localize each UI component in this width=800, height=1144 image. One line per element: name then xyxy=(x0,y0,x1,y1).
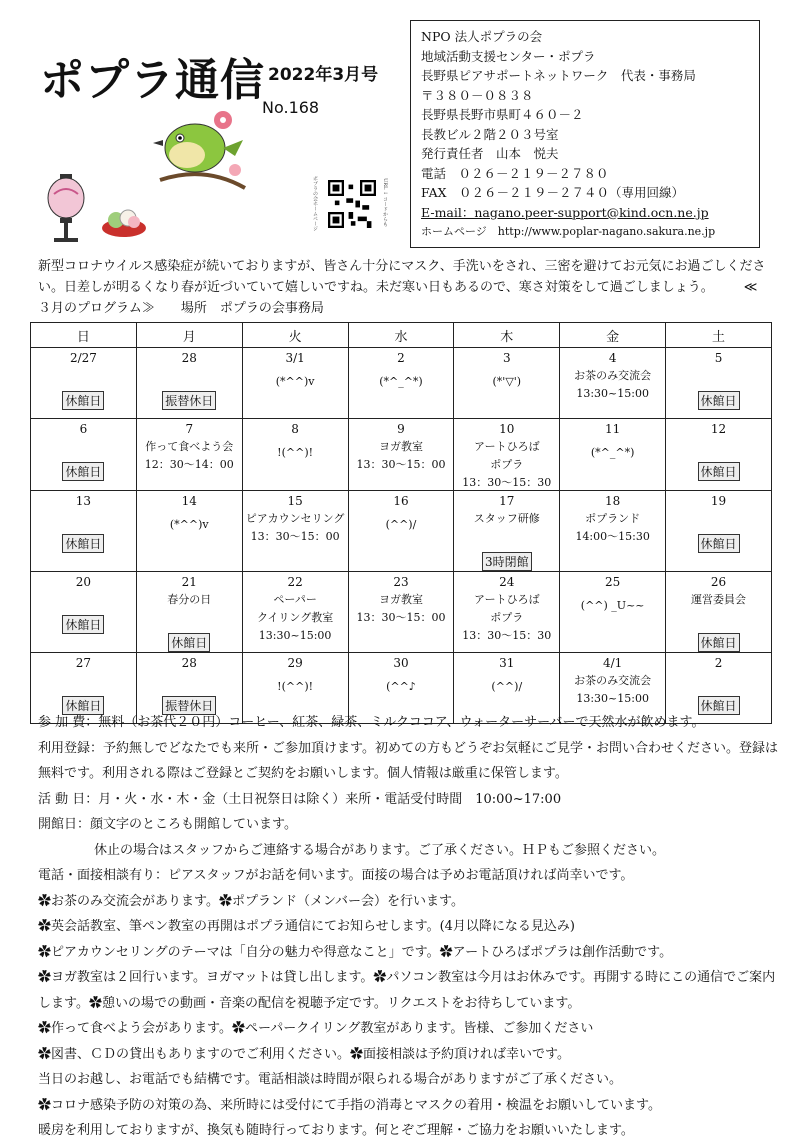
qr-caption-left: ポプラの会ホームページ xyxy=(312,176,318,231)
calendar-day-cell xyxy=(666,572,772,653)
note-english-class: ✿英会話教室、筆ペン教室の再開はポプラ通信にてお知らせします。(4月以降になる見込み) xyxy=(38,919,575,934)
calendar-day-cell xyxy=(136,348,242,419)
org-address: 長野県長野市県町４６０－２ xyxy=(421,107,584,122)
event-time: 14:00～15:30 xyxy=(575,530,650,543)
day-number: 30 xyxy=(393,656,409,670)
note-covid: ✿コロナ感染予防の対策の為、来所時には受付にて手指の消毒とマスクの着用・検温をお願いしています。 xyxy=(38,1097,661,1113)
emoticon: !(^^)! xyxy=(277,680,314,693)
day-number: 13 xyxy=(75,494,92,508)
calendar-day-cell xyxy=(454,491,560,572)
day-number: 31 xyxy=(499,656,515,670)
note-fee: 参 加 費：無料（お茶代２０円）コーヒー、紅茶、緑茶、ミルクココア、ウォーターサーバーで天然水が飲めます。 xyxy=(38,715,705,730)
bird-illustration xyxy=(145,110,250,195)
note-closure: 休止の場合はスタッフからご連絡する場合があります。ご了承ください。ＨＰもご参照ください。 xyxy=(94,842,665,858)
event-time: 13:30~15:00 xyxy=(258,629,332,642)
day-number: 2 xyxy=(397,351,405,365)
day-number: 5 xyxy=(714,351,723,365)
calendar-day-cell xyxy=(666,419,772,491)
event-label: スタッフ研修 xyxy=(473,512,540,525)
weekday-header: 月 xyxy=(136,323,242,348)
note-heating: 暖房を利用しておりますが、換気も随時行っております。何とぞご理解・ご協力をお願いいたします。 xyxy=(38,1123,634,1138)
issue-date: 2022年3月号 xyxy=(268,65,379,85)
calendar-day-cell xyxy=(242,491,348,572)
status-tag: 休館日 xyxy=(698,696,740,715)
org-building: 長教ビル２階２０３号室 xyxy=(421,126,559,142)
emoticon: (^^)/ xyxy=(385,518,417,531)
event-time: 13:30~15:00 xyxy=(576,692,649,705)
status-tag: 休館日 xyxy=(62,696,104,715)
calendar-weekday-header xyxy=(31,323,772,348)
calendar-day-cell xyxy=(454,348,560,419)
qr-caption-right: URL ↓ コードからも xyxy=(382,178,388,227)
org-fax: FAX ０２６－２１９－２７４０（専用回線） xyxy=(421,185,685,200)
day-number: 9 xyxy=(397,422,405,436)
day-number: 28 xyxy=(181,351,197,365)
emoticon: (*^_^*) xyxy=(590,446,635,459)
day-number: 2/27 xyxy=(69,351,97,365)
note-consultation: 電話・面接相談有り：ピアスタッフがお話を伺います。面接の場合は予めお電話頂ければ尚幸いです。 xyxy=(38,868,634,883)
status-tag: 休館日 xyxy=(698,633,740,652)
event-label-sub: ポプラ xyxy=(490,458,524,471)
status-tag: 休館日 xyxy=(62,615,104,634)
status-tag: 休館日 xyxy=(698,462,740,481)
org-network: 長野県ピアサポートネットワーク 代表・事務局 xyxy=(421,68,696,83)
event-label: ペーパー xyxy=(273,593,317,606)
calendar-day-cell xyxy=(454,572,560,653)
event-label: アートひろば xyxy=(473,440,540,453)
day-number: 7 xyxy=(185,422,194,436)
event-label: ヨガ教室 xyxy=(378,593,423,606)
event-label: 運営委員会 xyxy=(691,593,747,606)
day-number: 8 xyxy=(291,422,299,436)
calendar-day-cell xyxy=(348,491,454,572)
status-tag: 振替休日 xyxy=(162,391,216,410)
org-email-link[interactable]: E-mail：nagano.peer-support@kind.ocn.ne.jp xyxy=(421,204,709,220)
emoticon: (*'▽') xyxy=(492,375,522,388)
calendar-day-cell xyxy=(31,419,137,491)
day-number: 3 xyxy=(502,351,511,365)
status-tag: 休館日 xyxy=(168,633,210,652)
calendar-day-cell xyxy=(666,491,772,572)
weekday-header: 土 xyxy=(666,323,772,348)
day-number: 28 xyxy=(181,656,197,670)
emoticon: !(^^)! xyxy=(277,446,314,459)
qr-code xyxy=(328,180,376,228)
weekday-header: 日 xyxy=(31,323,137,348)
event-time: 13：30～15：00 xyxy=(356,458,446,471)
status-tag: 休館日 xyxy=(698,391,740,410)
day-number: 29 xyxy=(287,656,303,670)
calendar-day-cell xyxy=(242,348,348,419)
day-number: 16 xyxy=(393,494,409,508)
calendar-day-cell xyxy=(136,572,242,653)
day-number: 26 xyxy=(710,575,727,589)
note-library: ✿図書、ＣＤの貸出もありますのでご利用ください。✿面接相談は予約頂ければ幸いです。 xyxy=(38,1046,570,1062)
event-label: お茶のみ交流会 xyxy=(574,674,652,687)
event-time: 13:30~15:00 xyxy=(576,387,649,400)
organization-info-box xyxy=(410,20,760,248)
day-number: 20 xyxy=(75,575,92,589)
calendar-day-cell xyxy=(242,419,348,491)
org-phone: 電話 ０２６－２１９－２７８０ xyxy=(421,165,609,181)
event-label: ポプランド xyxy=(585,512,641,525)
weekday-header: 火 xyxy=(242,323,348,348)
note-activity-days: 活 動 日：月・火・水・木・金（土日祝祭日は除く）来所・電話受付時間 10:00~17:00 xyxy=(38,791,562,807)
event-label: 春分の日 xyxy=(167,593,212,606)
org-homepage-link[interactable]: ホームページ http://www.poplar-nagano.sakura.ne.jp xyxy=(421,225,716,238)
program-heading: ≪３月のプログラム≫ 場所 ポプラの会事務局 xyxy=(38,280,758,316)
event-label: お茶のみ交流会 xyxy=(574,369,652,382)
org-name: NPO 法人ポプラの会 xyxy=(421,29,543,44)
event-time: 13：30～15：30 xyxy=(462,476,552,489)
day-number: 12 xyxy=(710,422,727,436)
day-number: 11 xyxy=(605,422,621,436)
day-number: 24 xyxy=(499,575,515,589)
day-number: 27 xyxy=(75,656,92,670)
note-tea-party: ✿お茶のみ交流会があります。✿ポプランド（メンバー会）を行います。 xyxy=(38,893,465,909)
day-number: 10 xyxy=(499,422,515,436)
day-number: 15 xyxy=(287,494,303,508)
emoticon: (^^)/ xyxy=(491,680,523,693)
day-number: 21 xyxy=(181,575,197,589)
event-label: 作って食べよう会 xyxy=(145,440,234,453)
intro-section xyxy=(38,256,768,319)
calendar-day-cell xyxy=(31,491,137,572)
day-number: 2 xyxy=(714,656,723,670)
calendar-day-cell xyxy=(348,348,454,419)
calendar-day-cell xyxy=(560,419,666,491)
emoticon: (*^^)v xyxy=(275,375,315,388)
note-yoga: ✿ヨガ教室は２回行います。ヨガマットは貸し出します。✿パソコン教室は今月はお休みです。再開する時にこの通信でご案内します。✿憩いの場での動画・音楽の配信を視聴予定です。リクエストをお待ちしています。 xyxy=(38,970,776,1011)
note-cooking: ✿作って食べよう会があります。✿ペーパークイリング教室があります。皆様、ご参加ください xyxy=(38,1021,594,1036)
status-tag: 振替休日 xyxy=(162,696,216,715)
event-time: 13：30～15：30 xyxy=(462,629,552,642)
event-label-sub: ポプラ xyxy=(490,611,524,624)
day-number: 23 xyxy=(393,575,409,589)
weekday-header: 水 xyxy=(348,323,454,348)
lantern-illustration xyxy=(42,172,90,244)
calendar-day-cell xyxy=(560,572,666,653)
calendar-day-cell xyxy=(136,491,242,572)
event-time: 13：30～15：00 xyxy=(356,611,446,624)
note-registration: 利用登録：予約無しでどなたでも来所・ご参加頂けます。初めての方もどうぞお気軽にご見学・お問い合わせください。登録は無料です。利用される際はご登録とご契約をお願いします。個人情報は厳重に保管します。 xyxy=(38,740,778,781)
day-number: 4/1 xyxy=(602,656,623,670)
day-number: 6 xyxy=(79,422,88,436)
note-peer-counseling: ✿ピアカウンセリングのテーマは「自分の魅力や得意なこと」です。✿アートひろばポプラは創作活動です。 xyxy=(38,944,673,960)
calendar-day-cell xyxy=(560,491,666,572)
status-tag: 3時閉館 xyxy=(482,552,532,571)
note-phone: 当日のお越し、お電話でも結構です。電話相談は時間が限られる場合がありますがご了承ください。 xyxy=(38,1072,622,1087)
status-tag: 休館日 xyxy=(62,391,104,410)
issue-number: No.168 xyxy=(262,98,320,117)
day-number: 22 xyxy=(287,575,303,589)
day-number: 18 xyxy=(605,494,621,508)
notes-section xyxy=(38,710,778,1144)
event-time: 13：30～15：00 xyxy=(250,530,340,543)
calendar-day-cell xyxy=(31,572,137,653)
day-number: 17 xyxy=(499,494,515,508)
event-time: 12：30～14：00 xyxy=(144,458,234,471)
intro-text: 新型コロナウイルス感染症が続いておりますが、皆さん十分にマスク、手洗いをされ、三密を避けてお元気にお過ごしください。日差しが明るくなり春が近づいていて嬉しいですね。未だ寒い日もあるので、寒さ対策をして過ごしましょう。 xyxy=(38,259,766,295)
event-label: アートひろば xyxy=(473,593,540,606)
status-tag: 休館日 xyxy=(698,534,740,553)
march-calendar xyxy=(30,322,772,724)
weekday-header: 金 xyxy=(560,323,666,348)
mochi-illustration xyxy=(100,202,148,238)
weekday-header: 木 xyxy=(454,323,560,348)
newsletter-title: ポプラ通信 xyxy=(40,55,265,106)
event-label: ヨガ教室 xyxy=(378,440,423,453)
status-tag: 休館日 xyxy=(62,462,104,481)
calendar-week-row xyxy=(31,419,772,491)
calendar-week-row xyxy=(31,491,772,572)
org-postal: 〒３８０－０８３８ xyxy=(421,87,534,103)
event-label-sub: クイリング教室 xyxy=(256,611,334,624)
emoticon: (*^_^*) xyxy=(379,375,423,388)
emoticon: (^^♪ xyxy=(386,680,416,693)
org-center: 地域活動支援センター・ポプラ xyxy=(421,48,596,64)
note-open-days: 開館日：顔文字のところも開館しています。 xyxy=(38,817,297,832)
status-tag: 休館日 xyxy=(62,534,104,553)
day-number: 4 xyxy=(608,351,617,365)
calendar-day-cell xyxy=(666,348,772,419)
event-label: ピアカウンセリング xyxy=(245,512,345,525)
day-number: 3/1 xyxy=(285,351,305,365)
emoticon: (^^) _U~~ xyxy=(580,599,645,612)
calendar-week-row xyxy=(31,572,772,653)
day-number: 25 xyxy=(605,575,621,589)
calendar-week-row xyxy=(31,348,772,419)
calendar-day-cell xyxy=(31,348,137,419)
emoticon: (*^^)v xyxy=(169,518,209,531)
calendar-day-cell xyxy=(136,419,242,491)
calendar-day-cell xyxy=(242,572,348,653)
day-number: 14 xyxy=(181,494,197,508)
calendar-day-cell xyxy=(348,419,454,491)
calendar-day-cell xyxy=(348,572,454,653)
calendar-day-cell xyxy=(560,348,666,419)
day-number: 19 xyxy=(710,494,727,508)
calendar-day-cell xyxy=(454,419,560,491)
org-publisher: 発行責任者 山本 悦夫 xyxy=(421,146,559,161)
